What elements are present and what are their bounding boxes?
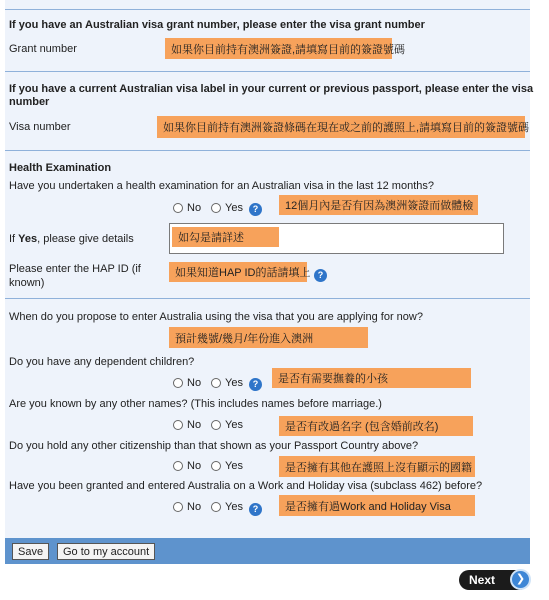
other-citizenship-no-label: No <box>187 460 202 472</box>
other-citizenship-note: 是否擁有其他在護照上沒有顯示的國籍 <box>279 456 475 477</box>
work-holiday-yes-label: Yes <box>225 501 243 513</box>
dependent-children-yes-radio[interactable] <box>211 378 221 388</box>
grant-number-field[interactable]: 如果你目前持有澳洲簽證,請填寫目前的簽證號碼 <box>165 38 392 59</box>
dependent-children-question: Do you have any dependent children? <box>9 356 195 368</box>
dependent-children-yes-label: Yes <box>225 377 243 389</box>
entry-date-question: When do you propose to enter Australia using the visa that you are applying for now? <box>9 311 423 323</box>
dependent-children-no-radio[interactable] <box>173 378 183 388</box>
hap-id-field[interactable]: 如果知道HAP ID的話請填上 <box>169 262 307 282</box>
grant-number-label: Grant number <box>9 43 77 55</box>
other-citizenship-yes-radio[interactable] <box>211 461 221 471</box>
other-names-no-radio[interactable] <box>173 420 183 430</box>
visa-number-label: Visa number <box>9 121 71 133</box>
work-holiday-question: Have you been granted and entered Australia on a Work and Holiday visa (subclass 462) before? <box>9 480 483 492</box>
divider <box>5 9 530 10</box>
hap-id-label-line1: Please enter the HAP ID (if <box>9 263 141 275</box>
health-no-radio[interactable] <box>173 203 183 213</box>
other-names-yes-radio[interactable] <box>211 420 221 430</box>
other-names-question: Are you known by any other names? (This includes names before marriage.) <box>9 398 382 410</box>
other-citizenship-no-radio[interactable] <box>173 461 183 471</box>
health-note: 12個月內是否有因為澳洲簽證而做體檢 <box>279 195 478 215</box>
visa-label-heading-line2: number <box>9 96 50 108</box>
other-names-note: 是否有改過名字 (包含婚前改名) <box>279 416 473 436</box>
details-label: If Yes, please give details <box>9 233 134 245</box>
details-note: 如勾是請詳述 <box>172 227 279 247</box>
work-holiday-no-radio[interactable] <box>173 502 183 512</box>
next-button[interactable] <box>459 570 529 590</box>
work-holiday-yes-radio[interactable] <box>211 502 221 512</box>
visa-label-heading-line1: If you have a current Australian visa label in your current or previous passport, please enter the visa <box>9 83 534 95</box>
next-label: Next <box>469 573 496 587</box>
help-icon[interactable]: ? <box>249 378 262 391</box>
work-holiday-note: 是否擁有過Work and Holiday Visa <box>279 495 475 516</box>
visa-number-field[interactable]: 如果你目前持有澳洲簽證條碼在現在或之前的護照上,請填寫目前的簽證號碼 <box>157 116 525 138</box>
save-button[interactable]: Save <box>12 543 49 560</box>
help-icon[interactable]: ? <box>249 503 262 516</box>
other-citizenship-question: Do you hold any other citizenship than that shown as your Passport Country above? <box>9 440 419 452</box>
divider <box>5 298 530 299</box>
health-heading: Health Examination <box>9 162 112 174</box>
divider <box>5 71 530 72</box>
work-holiday-no-label: No <box>187 501 202 513</box>
health-yes-label: Yes <box>225 202 243 214</box>
health-yes-radio[interactable] <box>211 203 221 213</box>
entry-date-field[interactable]: 預計幾號/幾月/年份進入澳洲 <box>169 327 368 348</box>
help-icon[interactable]: ? <box>314 269 327 282</box>
health-question: Have you undertaken a health examination for an Australian visa in the last 12 months? <box>9 180 434 192</box>
other-citizenship-yes-label: Yes <box>225 460 243 472</box>
divider <box>5 150 530 151</box>
dependent-children-note: 是否有需要撫養的小孩 <box>272 368 471 388</box>
help-icon[interactable]: ? <box>249 203 262 216</box>
health-no-label: No <box>187 202 202 214</box>
other-names-no-label: No <box>187 419 202 431</box>
go-to-account-button[interactable]: Go to my account <box>57 543 155 560</box>
dependent-children-no-label: No <box>187 377 202 389</box>
grant-heading: If you have an Australian visa grant number, please enter the visa grant number <box>9 19 425 31</box>
other-names-yes-label: Yes <box>225 419 243 431</box>
chevron-right-icon: ❯ <box>510 569 531 590</box>
hap-id-label-line2: known) <box>9 277 45 289</box>
